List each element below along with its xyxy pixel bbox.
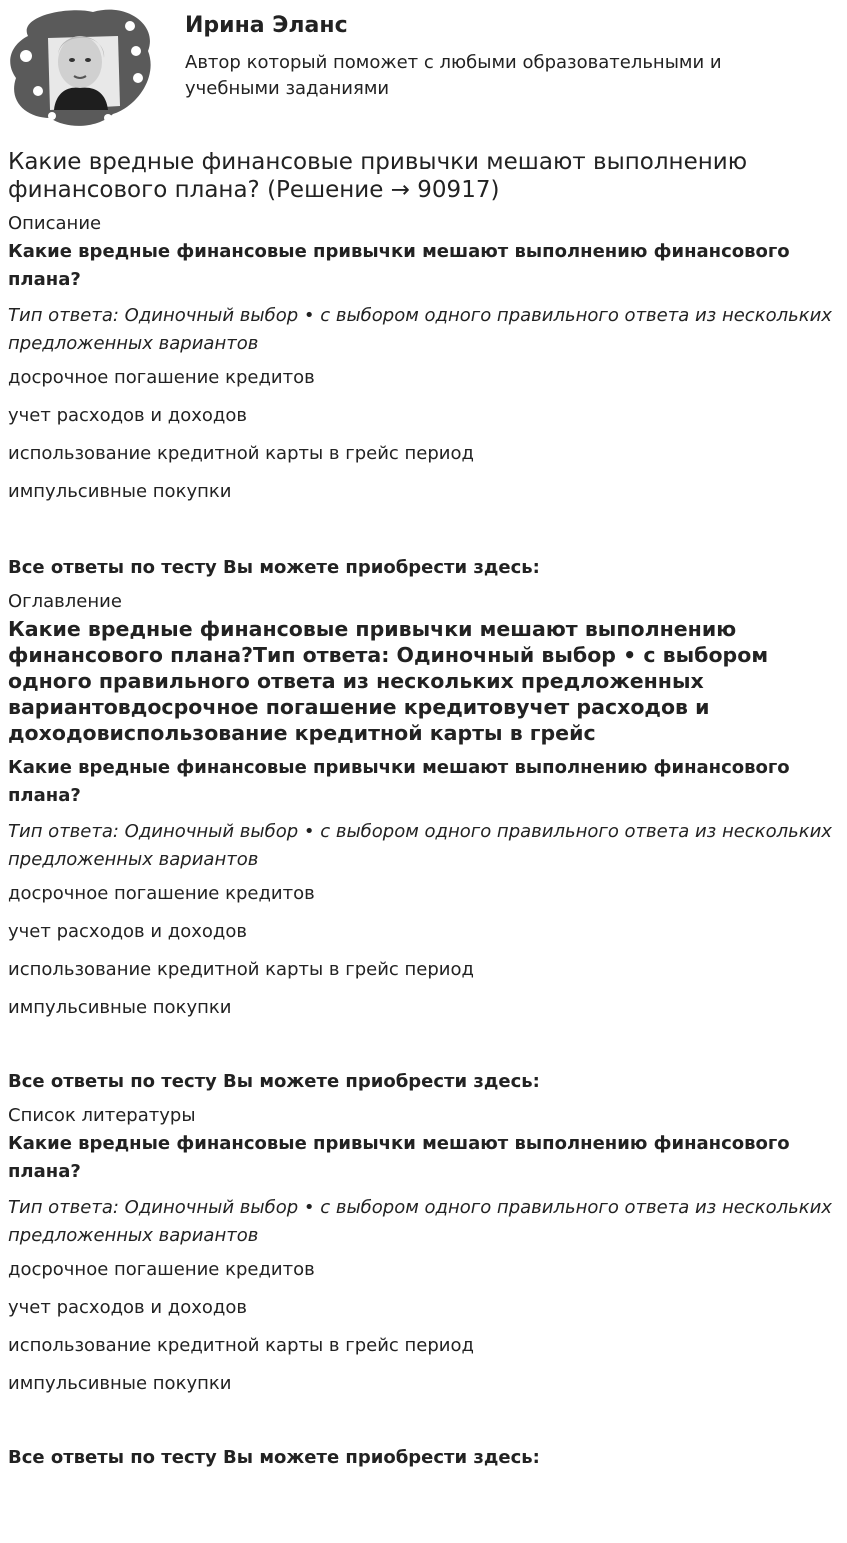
answer-type: Тип ответа: Одиночный выбор • с выбором одного правильного ответа из нескольких предложенных вариантов	[8, 821, 832, 870]
option-item: досрочное погашение кредитов	[8, 1259, 315, 1280]
page-title: Какие вредные финансовые привычки мешают выполнению финансового плана? (Решение → 90917)	[8, 149, 748, 203]
author-info	[185, 6, 805, 102]
option-item: досрочное погашение кредитов	[8, 367, 315, 388]
option-item: досрочное погашение кредитов	[8, 883, 315, 904]
author-name[interactable]: Ирина Эланс	[185, 13, 348, 38]
option-item: использование кредитной карты в грейс период	[8, 959, 474, 980]
literature-section	[8, 1104, 839, 1470]
description-section	[8, 212, 839, 580]
question-text: Какие вредные финансовые привычки мешают выполнению финансового плана?	[8, 757, 790, 806]
option-item: импульсивные покупки	[8, 481, 232, 502]
option-item: использование кредитной карты в грейс период	[8, 443, 474, 464]
option-item: использование кредитной карты в грейс период	[8, 1335, 474, 1356]
buy-note: Все ответы по тесту Вы можете приобрести здесь:	[8, 1447, 540, 1468]
author-card	[8, 0, 839, 130]
option-item: учет расходов и доходов	[8, 405, 247, 426]
option-item: импульсивные покупки	[8, 997, 232, 1018]
author-description: Автор который поможет с любыми образовательными и учебными заданиями	[185, 52, 722, 99]
buy-note: Все ответы по тесту Вы можете приобрести здесь:	[8, 557, 540, 578]
buy-note: Все ответы по тесту Вы можете приобрести здесь:	[8, 1071, 540, 1092]
avatar[interactable]	[8, 6, 153, 128]
toc-section	[8, 590, 839, 1094]
option-item: учет расходов и доходов	[8, 921, 247, 942]
question-text: Какие вредные финансовые привычки мешают выполнению финансового плана?	[8, 241, 790, 290]
toc-heading: Какие вредные финансовые привычки мешают выполнению финансового плана?Тип ответа: Одиночный выбор • с выбором одного правильного ответа из нескольких предложенных вариантовдосрочное погашение кредитовучет расходов и доходовиспользование кредитной карты в грейс	[8, 617, 769, 745]
literature-label: Список литературы	[8, 1105, 196, 1126]
option-item: импульсивные покупки	[8, 1373, 232, 1394]
toc-label: Оглавление	[8, 591, 122, 612]
description-label: Описание	[8, 213, 102, 234]
option-item: учет расходов и доходов	[8, 1297, 247, 1318]
answer-type: Тип ответа: Одиночный выбор • с выбором одного правильного ответа из нескольких предложенных вариантов	[8, 1197, 832, 1246]
answer-type: Тип ответа: Одиночный выбор • с выбором одного правильного ответа из нескольких предложенных вариантов	[8, 305, 832, 354]
question-text: Какие вредные финансовые привычки мешают выполнению финансового плана?	[8, 1133, 790, 1182]
